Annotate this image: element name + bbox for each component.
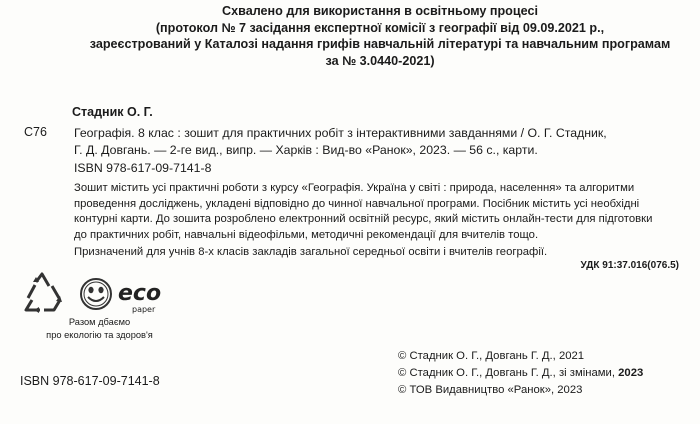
eco-motto-line1: Разом дбаємо bbox=[68, 317, 131, 327]
description-title-line: Географія. 8 клас : зошит для практичних робіт з інтерактивними завданнями / О. Г. Стадник, bbox=[74, 126, 607, 140]
eco-wordmark: eco bbox=[118, 281, 162, 306]
smiley-face-icon bbox=[81, 279, 111, 309]
author-heading: Стадник О. Г. bbox=[72, 105, 153, 119]
eco-logo-group bbox=[22, 270, 172, 318]
catalog-code: С76 bbox=[24, 125, 47, 139]
eco-logo bbox=[22, 270, 172, 318]
annotation-audience: Призначений для учнів 8-х класів закладів загальної середньої освіти і вчителів географії. bbox=[74, 246, 548, 259]
annotation-line: Зошит містить усі практичні роботи з курсу «Географія. Україна у світі : природа, населення» та алгоритми bbox=[74, 182, 635, 194]
copyright-line-1: © Стадник О. Г., Довгань Г. Д., 2021 bbox=[398, 350, 585, 362]
description-publisher-line: Г. Д. Довгань. — 2-ге вид., випр. — Харків : Вид-во «Ранок», 2023. — 56 с., карти. bbox=[74, 143, 538, 158]
eco-motto bbox=[22, 316, 177, 342]
approval-title: Схвалено для використання в освітньому процесі bbox=[222, 4, 538, 18]
annotation-line: до практичних робіт, навчальні відеофільми, методичні рекомендації для вчителів тощо. bbox=[74, 228, 539, 241]
eco-paper-text: paper bbox=[132, 305, 156, 314]
copyright-line-3: © ТОВ Видавництво «Ранок», 2023 bbox=[398, 384, 583, 396]
copyright-line-2 bbox=[398, 365, 643, 382]
copyright-block bbox=[398, 348, 643, 399]
isbn-bottom: ISBN 978-617-09-7141-8 bbox=[20, 374, 160, 388]
copyright-line-2-text: © Стадник О. Г., Довгань Г. Д., зі змінами, bbox=[398, 367, 619, 379]
bibliographic-description bbox=[74, 125, 680, 177]
annotation bbox=[74, 181, 684, 261]
recycle-icon bbox=[26, 274, 62, 313]
approval-protocol: (протокол № 7 засідання експертної комісії з географії від 09.09.2021 р., bbox=[155, 20, 605, 35]
annotation-line: проведення досліджень, укладені відповідно до чинної навчальної програми. Посібник містить усі необхідні bbox=[74, 197, 640, 210]
annotation-line: контурні карти. До зошита розроблено електронний освітній ресурс, який містить онлайн-тести для підготовки bbox=[74, 213, 653, 226]
copyright-line-2-year: 2023 bbox=[618, 367, 644, 379]
approval-block bbox=[70, 3, 690, 69]
description-isbn: ISBN 978-617-09-7141-8 bbox=[74, 160, 212, 175]
approval-number: за № 3.0440-2021) bbox=[325, 53, 435, 68]
approval-registry: зареєстрований у Каталозі надання грифів навчальній літературі та навчальним програмам bbox=[89, 37, 671, 52]
eco-motto-line2: про екологію та здоров'я bbox=[46, 330, 153, 340]
udk-code: УДК 91:37.016(076.5) bbox=[580, 260, 679, 271]
